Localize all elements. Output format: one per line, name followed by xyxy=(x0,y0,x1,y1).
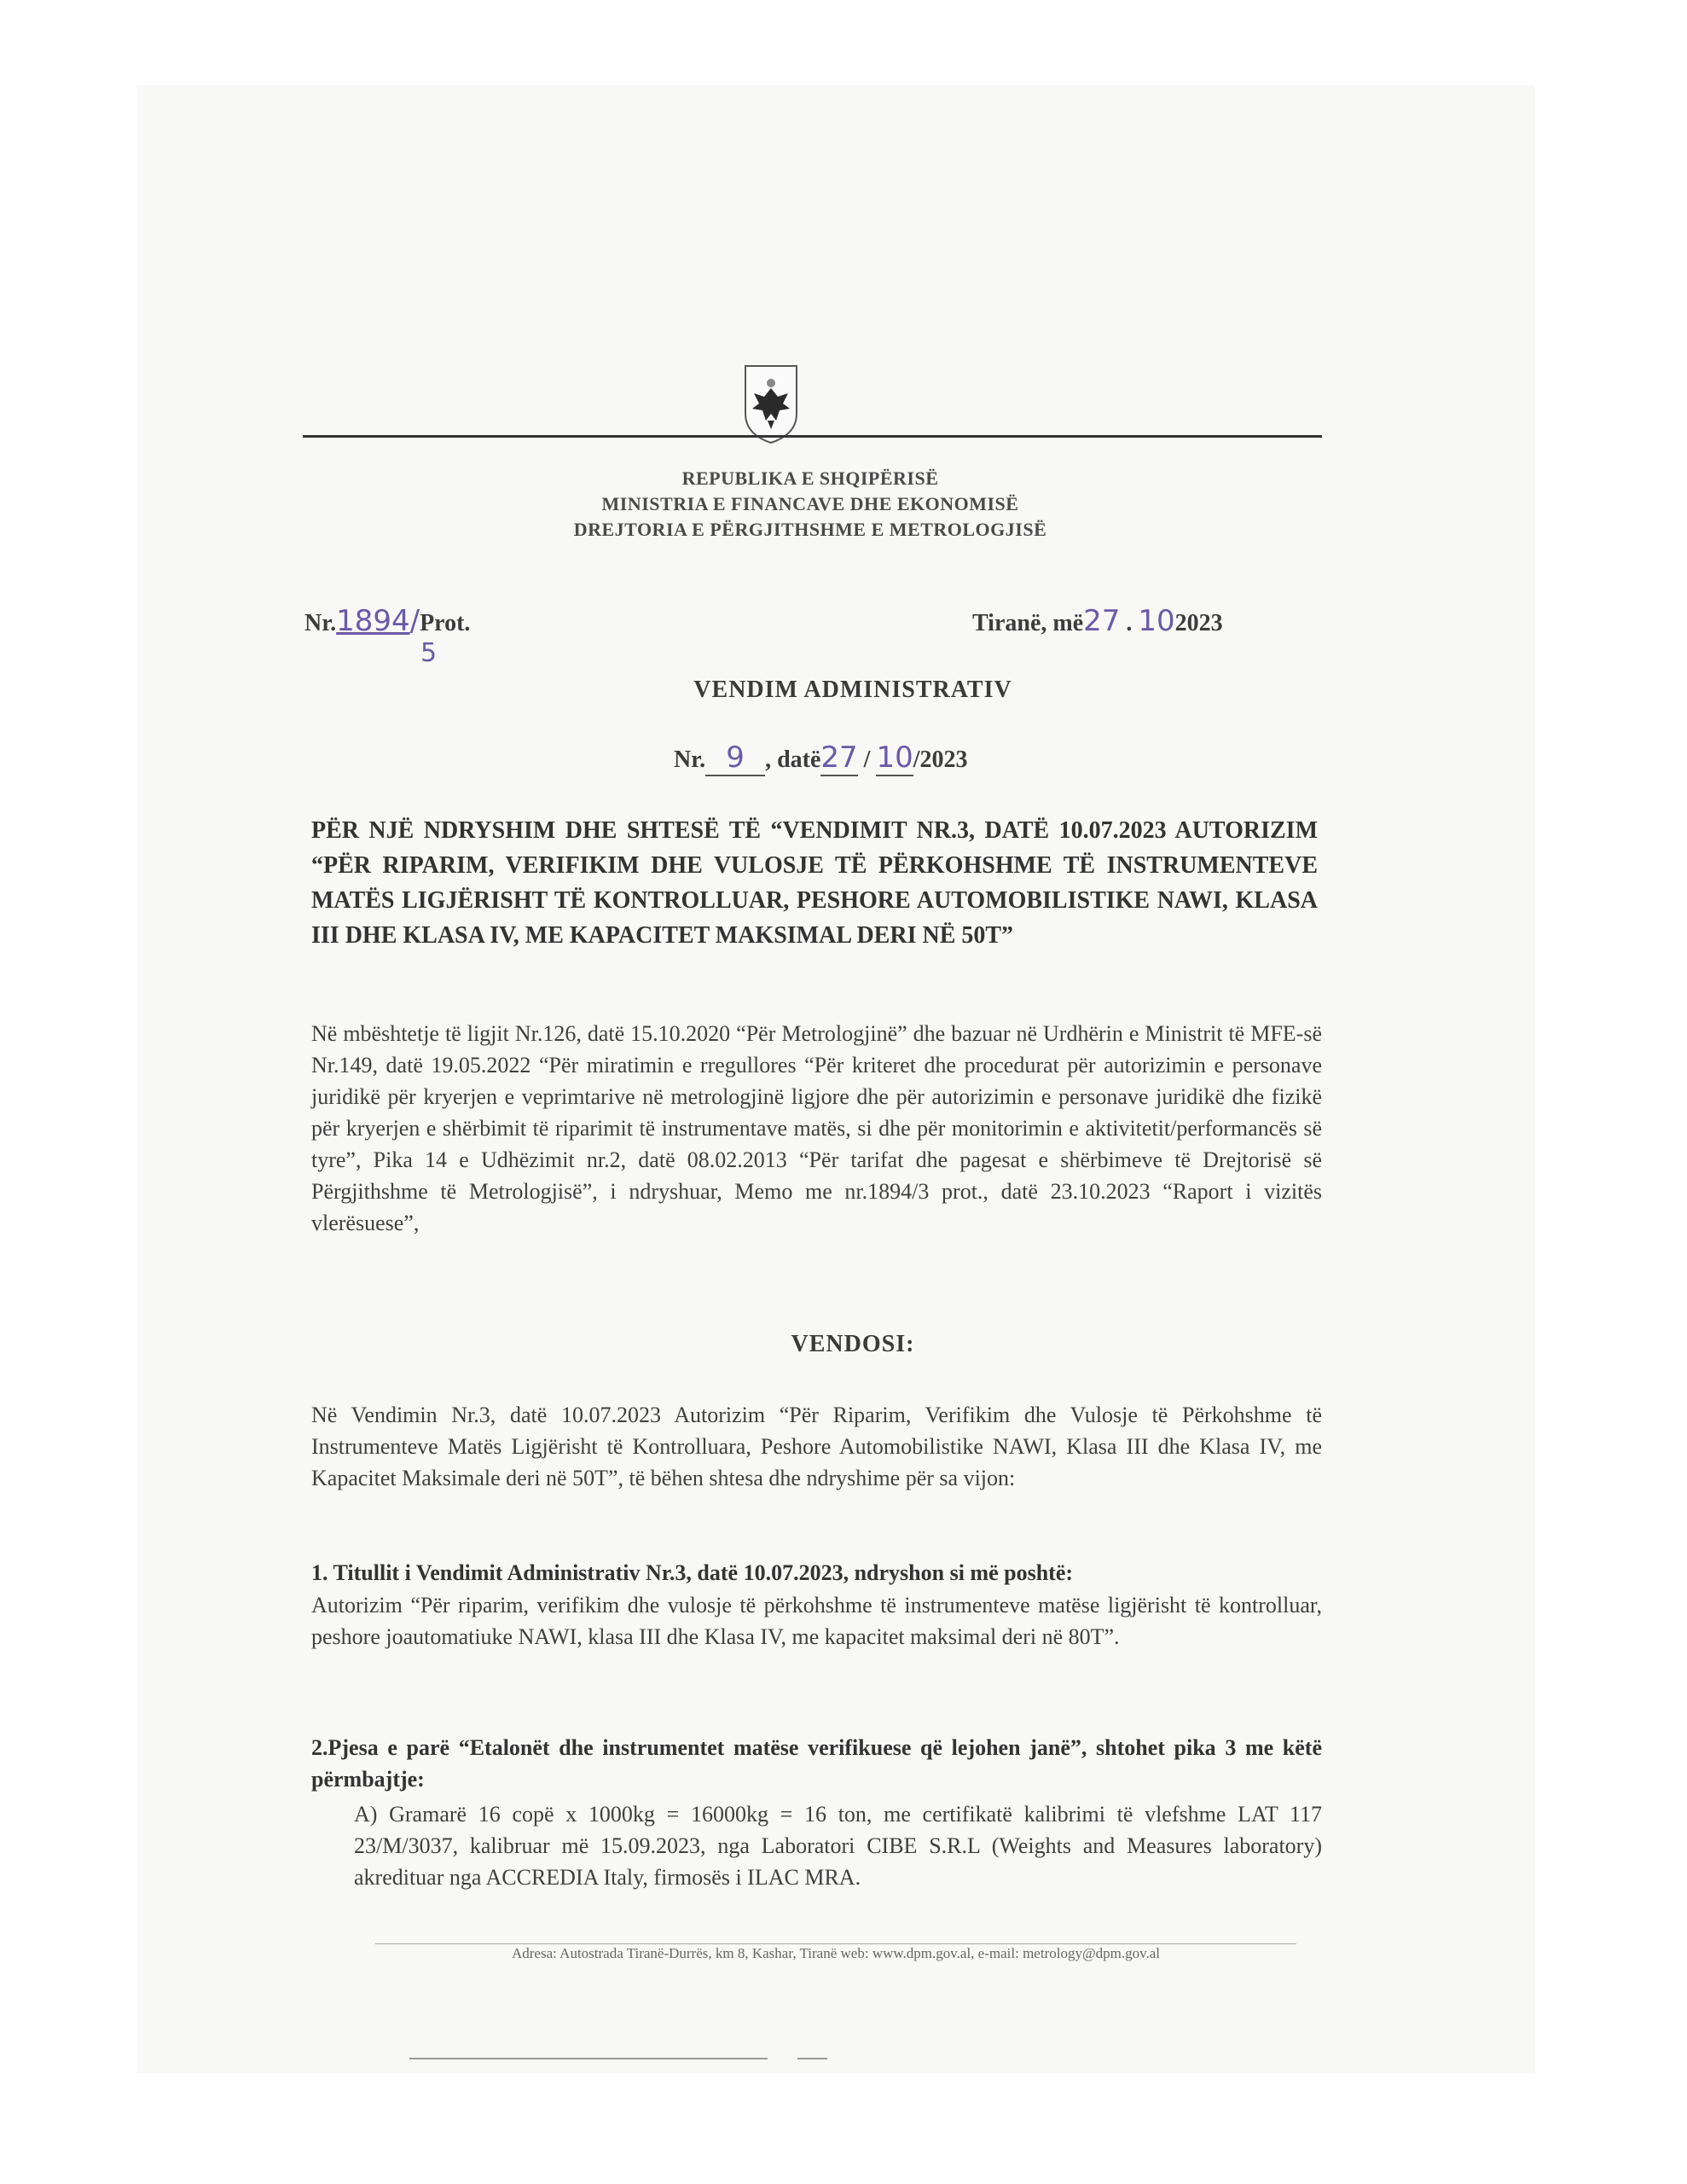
protocol-subnumber-handwritten: 5 xyxy=(420,638,438,668)
document-title: VENDIM ADMINISTRATIV xyxy=(693,677,1012,703)
header-directorate: DREJTORIA E PËRGJITHSHME E METROLOGJISË xyxy=(573,519,1047,540)
footer-address: Adresa: Autostrada Tiranë-Durrës, km 8, Kashar, Tiranë web: www.dpm.gov.al, e-mail: metrology@dpm.gov.al xyxy=(511,1945,1160,1961)
point-1-heading: 1. Titullit i Vendimit Administrativ Nr.3, datë 10.07.2023, ndryshon si më poshtë: xyxy=(311,1560,1074,1585)
header-republic: REPUBLIKA E SHQIPËRISË xyxy=(681,468,939,489)
header-ministry: MINISTRIA E FINANCAVE DHE EKONOMISË xyxy=(601,493,1019,514)
page-edge-mark xyxy=(797,2058,827,2059)
protocol-number-handwritten: 1894 xyxy=(336,604,410,638)
point-2-item-a: A) Gramarë 16 copë x 1000kg = 16000kg = 16 ton, me certifikatë kalibrimi të vlefshme LAT 117 23/M/3037, kalibruar më 15.09.2023, nga Laboratori CIBE S.R.L (Weights and Measures laboratory) akredituar nga ACCREDIA Italy, firmosës i ILAC MRA. xyxy=(354,1802,1322,1890)
point-1-text: Autorizim “Për riparim, verifikim dhe vulosje të përkohshme të instrumenteve matëse ligjërisht të kontrolluar, peshore joautomatiuke NAWI, klasa III dhe Klasa IV, me kapacitet maksimal deri në 80T”. xyxy=(311,1593,1322,1649)
protocol-number: Nr.1894/Prot. xyxy=(304,604,471,638)
intro-paragraph: Në Vendimin Nr.3, datë 10.07.2023 Autorizim “Për Riparim, Verifikim dhe Vulosje të Përkohshme të Instrumenteve Matës Ligjërisht të Kontrolluara, Peshore Automobilistike NAWI, Klasa III dhe Klasa IV, me Kapacitet Maksimale deri në 50T”, të bëhen shtesa dhe ndryshime për sa vijon: xyxy=(311,1403,1322,1490)
decision-number: Nr. 9 , datë27 / 10/2023 xyxy=(674,741,968,775)
decides-heading: VENDOSI: xyxy=(791,1331,915,1357)
page-edge-line xyxy=(409,2058,768,2059)
legal-basis-paragraph: Në mbështetje të ligjit Nr.126, datë 15.10.2020 “Për Metrologjinë” dhe bazuar në Urdhërin e Ministrit të MFE-së Nr.149, datë 19.05.2022 “Për miratimin e rregullores “Për kriteret dhe procedurat për autorizimin e personave juridikë për kryerjen e veprimtarive në metrologjinë ligjore dhe për autorizimin e personave juridikë dhe fizikë për kryerjen e shërbimit të riparimit të instrumentave matës, si dhe për monitorimin e aktivitetit/performancës së tyre”, Pika 14 e Udhëzimit nr.2, datë 08.02.2013 “Për tarifat dhe pagesat e shërbimeve të Drejtorisë së Përgjithshme të Metrologjisë”, i ndryshuar, Memo me nr.1894/3 prot., datë 23.10.2023 “Raport i vizitës vlerësuese”, xyxy=(311,1021,1322,1235)
coat-of-arms-icon xyxy=(742,363,800,446)
point-2-heading: 2.Pjesa e parë “Etalonët dhe instrumentet matëse verifikuese që lejohen janë”, shtohet pika 3 me këtë përmbajtje: xyxy=(311,1735,1322,1792)
place-date: Tiranë, më27 . 102023 xyxy=(972,604,1223,638)
decision-subject: PËR NJË NDRYSHIM DHE SHTESË TË “VENDIMIT NR.3, DATË 10.07.2023 AUTORIZIM “PËR RIPARIM, VERIFIKIM DHE VULOSJE TË PËRKOHSHME TË INSTRUMENTEVE MATËS LIGJËRISHT TË KONTROLLUAR, PESHORE AUTOMOBILISTIKE NAWI, KLASA III DHE KLASA IV, ME KAPACITET MAKSIMAL DERI NË 50T” xyxy=(311,817,1318,949)
footer-rule xyxy=(375,1943,1296,1944)
header-rule xyxy=(303,435,1322,438)
